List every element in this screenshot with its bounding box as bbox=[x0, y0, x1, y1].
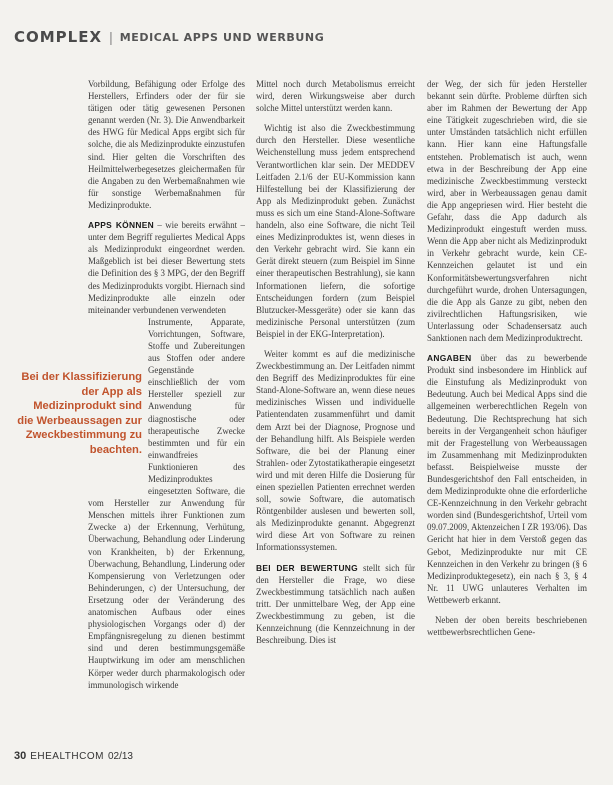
paragraph: der Weg, der sich für jeden Hersteller bekannt sein dürfte. Probleme dürften sich aber im Rahmen der Bewertung der App eine Tätigkeit zugeschrieben wird, die sie unter Umständen tatsächlich nicht erfüllen kann. Hier kann eine Haftungsfalle entstehen. Problematisch ist auch, wenn etwa in der Beschreibung der App eine medizinische Zweckbestimmung versteckt wird, aber in Werbeaussagen genau damit die App angepriesen wird. Hier besteht die Gefahr, dass die App dadurch als Medizinprodukt eingestuft werden muss. Wenn die App aber nicht als Medizinprodukt in Verkehr gebracht wurde, kein CE-Kennzeichen gelautet ist und ein Konformitätsbewertungsverfahren nicht durchgeführt wurde, drohen Untersagungen, die die App als Ganze zu gibt, neben den zivilrechtlichen Haftungsrisiken, wie Unterlassung oder Schadensersatz auch Sanktionen nach dem Medizinproduktrecht. bbox=[427, 79, 587, 343]
text-column-1 bbox=[88, 78, 245, 699]
paragraph: Neben der oben bereits beschriebenen wettbewerbsrechtlichen Gene- bbox=[427, 615, 587, 638]
section-title: COMPLEX bbox=[14, 28, 103, 46]
paragraph bbox=[427, 352, 587, 606]
lead-in: ANGABEN bbox=[427, 353, 472, 364]
lead-in: BEI DER BEWERTUNG bbox=[256, 562, 358, 573]
pull-quote: Bei der Klassifizierung der App als Medizinprodukt sind die Werbeaussagen zur Zweckbestimmung zu beachten. bbox=[17, 371, 142, 456]
magazine-name: EHEALTHCOM bbox=[30, 751, 104, 762]
paragraph: Wichtig ist also die Zweckbestimmung durch den Hersteller. Diese wesentliche Weichenstellung muss jedem entsprechend Verantwortlichen klar sein. Der MEDDEV Leitfaden 2.1/6 der EU-Kommission kann Hilfestellung bei der Klassifizierung der App als Medizinprodukt geben. Zunächst muss es sich um eine Stand-Alone-Software handeln, also eine Software, die nicht Teil eines Medizinproduktes ist, wenn dieses in den Verkehr gebracht wird. Sie kann ein Gerät direkt steuern (zum Beispiel im Sinne einer therapeutischen Bestrahlung), sie kann Informationen liefern, die sofortige Entscheidungen fordern (zum Beispiel Blutzucker-Messgeräte) oder sie kann das medizinische Personal unterstützen (zum Beispiel in der EKG-Interpretation). bbox=[256, 123, 415, 339]
paragraph bbox=[256, 562, 415, 647]
paragraph: Vorbildung, Befähigung oder Erfolge des Herstellers, Erfinders oder der für sie tätigen oder tätig gewesenen Personen genannt werden (Nr. 3). Die Anwendbarkeit des HWG für Medical Apps ergibt sich für solche, die als Medizinprodukte einzustufen sind. Hier gelten die Vorschriften des Heilmittelwerbegesetzes gleichermaßen für die Angaben zu den Werbemaßnahmen wie für sonstige Werbemaßnahmen für Medizinprodukte. bbox=[88, 79, 245, 210]
paragraph-text: stellt sich für den Hersteller die Frage, wo diese Zweckbestimmung tatsächlich nach außen tritt. Der unmittelbare Weg, der App eine Zweckbestimmung zu geben, ist die Kennzeichnung (die Kennzeichnung in der Beschreibung. Dies ist bbox=[256, 562, 415, 646]
header-separator: | bbox=[109, 29, 113, 45]
lead-in: APPS KÖNNEN bbox=[88, 220, 154, 231]
issue-number: 02/13 bbox=[107, 751, 133, 762]
paragraph-text: Instrumente, Apparate, Vorrichtungen, Software, Stoffe und Zubereitungen aus Stoffen oder andere Gegenstände einschließlich der vom Hersteller speziell zur Anwendung für diagnostische oder therapeutische Zwecke bestimmten und für ein einwandfreies Funktionieren des Medizinproduktes eingesetzten Software, die vom Hersteller zur Anwendung für Menschen mittels ihrer Funktionen zum Zwecke a) der Erkennung, Verhütung, Überwachung, Behandlung oder Linderung von Krankheiten, b) der Erkennung, Überwachung, Behandlung, Linderung oder Kompensierung von Verletzungen oder Behinderungen, c) der Untersuchung, der Ersetzung oder der Veränderung des anatomischen Aufbaus oder eines physiologischen Vorgangs oder d) der Empfängnisregelung zu dienen bestimmt sind und deren bestimmungsgemäße Hauptwirkung im oder am menschlichen Körper weder durch pharmakologisch oder immunologisch wirkende bbox=[88, 316, 245, 690]
page-number: 30 bbox=[14, 750, 27, 762]
paragraph-text: – wie bereits erwähnt – unter dem Begriff reguliertes Medical Apps als Medizinprodukt eingeordnet werden. Maßgeblich ist bei dieser Bewertung stets die Definition des § 3 MPG, der den Begriff des Medizinprodukts vorgibt. Hiernach sind Medizinprodukte alle einzeln oder miteinander verbundenen verwendeten bbox=[88, 220, 245, 315]
section-header bbox=[14, 26, 599, 48]
paragraph bbox=[88, 316, 245, 691]
paragraph bbox=[88, 219, 245, 316]
text-column-2 bbox=[256, 78, 415, 654]
paragraph-text: über das zu bewerbende Produkt sind insbesondere im Hinblick auf die Einstufung als Medizinprodukt von Bedeutung. Auch bei Medical Apps sind die allgemeinen werberechtlichen Regeln von Bedeutung. Die Rechtsprechung hat sich bereits in der Vergangenheit schon häufiger mit der Fragestellung von Werbeaussagen im Zusammenhang mit Medizinprodukten befasst. Beispielweise musste der Bundesgerichtshof den Fall entscheiden, in dem Medizinprodukte ohne die erforderliche CE-Kennzeichnung in den Verkehr gebracht worden sind (Bundesgerichtshof, Urteil vom 09.07.2009, Aktenzeichen I ZR 193/06). Das Gericht hat hier in dem Verstoß gegen das Gebot, Medizinprodukte nur mit CE Kennzeichen in den Verkehr zu bringen (§ 6 Medizinproduktegesetz), ein nach § 3, § 4 Nr. 11 UWG unlauteres Verhalten im Wettbewerb erkannt. bbox=[427, 353, 587, 605]
paragraph: Mittel noch durch Metabolismus erreicht wird, deren Wirkungsweise aber durch solche Mittel unterstützt werden kann. bbox=[256, 79, 415, 114]
paragraph: Weiter kommt es auf die medizinische Zweckbestimmung an. Der Leitfaden nimmt den Begriff des Medizinproduktes für eine Stand-Alone-Software an, wenn diese neues medizinisches Wissen und individuelle Patientendaten zusammenführt und damit dem Arzt bei der Diagnose, Prognose und der Behandlung hilft. Als Beispiele werden Software, die bei der Planung einer Strahlen- oder Zytostatikatherapie eingesetzt wird und mit deren Hilfe die Dosierung für einen speziellen Patienten errechnet werden soll, sowie Software, die automatisch Röntgenbilder auslesen und bewerten soll, als Medizinprodukte genannt. Abgegrenzt wird diese Art von Software zu reinen Informationssystemen. bbox=[256, 348, 415, 553]
section-subtitle: MEDICAL APPS UND WERBUNG bbox=[119, 30, 325, 44]
text-column-3 bbox=[427, 78, 587, 646]
page-footer bbox=[14, 750, 133, 762]
pullquote-wrap-space bbox=[88, 316, 148, 486]
